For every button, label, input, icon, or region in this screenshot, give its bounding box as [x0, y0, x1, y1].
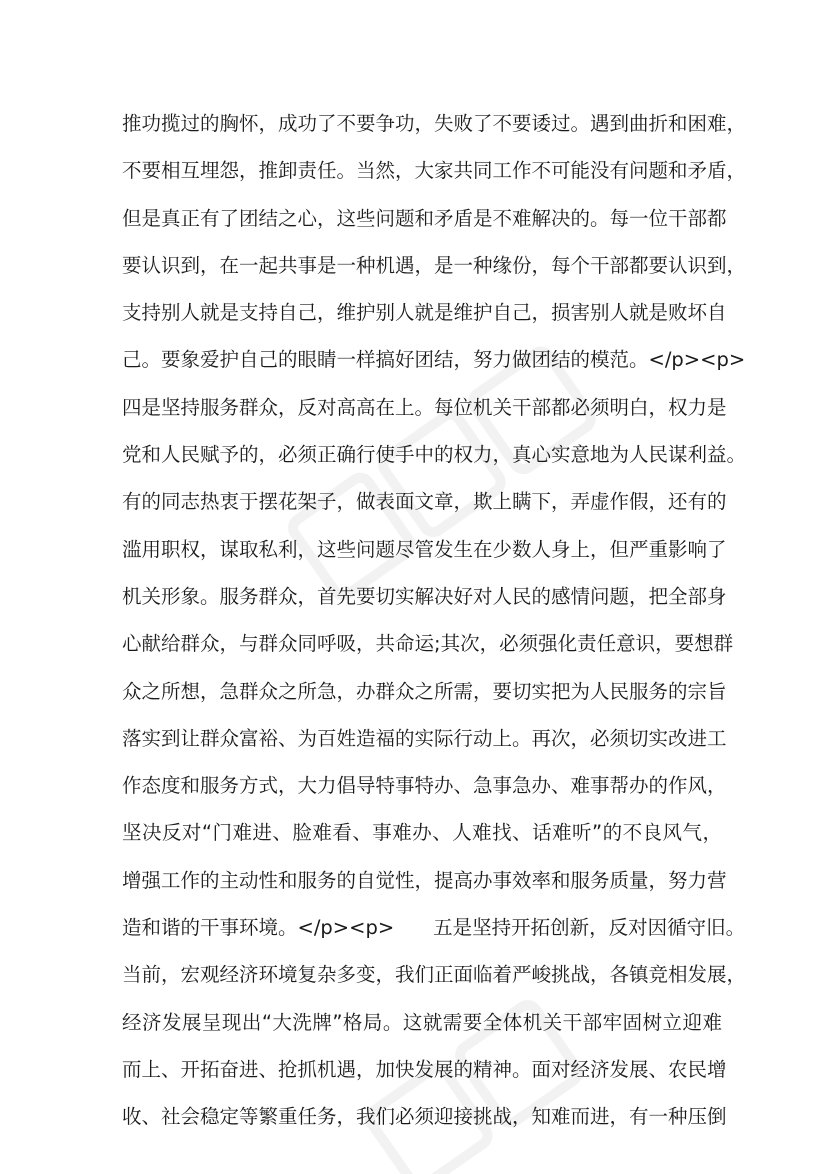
text-line: 增强工作的主动性和服务的自觉性，提高办事效率和服务质量，努力营: [122, 868, 727, 892]
text-line: 要认识到，在一起共事是一种机遇，是一种缘份，每个干部都要认识到，: [122, 253, 747, 277]
text-line: 支持别人就是支持自己，维护别人就是维护自己，损害别人就是败坏自: [122, 301, 727, 325]
text-line: 收、社会稳定等繁重任务，我们必须迎接挑战，知难而进，有一种压倒: [122, 1105, 727, 1129]
text-line: 心献给群众，与群众同呼吸，共命运;其次，必须强化责任意识，要想群: [122, 632, 734, 656]
text-line: 有的同志热衷于摆花架子，做表面文章，欺上瞒下，弄虚作假，还有的: [122, 490, 727, 514]
document-body: [122, 100, 747, 1141]
text-line: 四是坚持服务群众，反对高高在上。每位机关干部都必须明白，权力是: [122, 395, 727, 419]
text-line: 但是真正有了团结之心，这些问题和矛盾是不难解决的。每一位干部都: [122, 206, 727, 230]
text-line: 作态度和服务方式，大力倡导特事特办、急事急办、难事帮办的作风，: [122, 774, 727, 798]
text-line: 造和谐的干事环境。</p><p> 五是坚持开拓创新，反对因循守旧。: [122, 916, 746, 940]
text-line: 而上、开拓奋进、抢抓机遇，加快发展的精神。面对经济发展、农民增: [122, 1057, 727, 1081]
text-line: 经济发展呈现出“大洗牌”格局。这就需要全体机关干部牢固树立迎难: [122, 1010, 722, 1034]
text-line: 推功揽过的胸怀，成功了不要争功，失败了不要诿过。遇到曲折和困难，: [122, 112, 747, 135]
text-line: 众之所想，急群众之所急，办群众之所需，要切实把为人民服务的宗旨: [122, 679, 727, 703]
text-line: 党和人民赋予的，必须正确行使手中的权力，真心实意地为人民谋利益。: [122, 443, 747, 467]
text-line: 滥用职权，谋取私利，这些问题尽管发生在少数人身上，但严重影响了: [122, 537, 727, 561]
text-line: 坚决反对“门难进、脸难看、事难办、人难找、话难听”的不良风气，: [122, 821, 722, 845]
text-line: 机关形象。服务群众，首先要切实解决好对人民的感情问题，把全部身: [122, 584, 727, 608]
text-line: 当前，宏观经济环境复杂多变，我们正面临着严峻挑战，各镇竞相发展，: [122, 963, 747, 987]
text-line: 落实到让群众富裕、为百姓造福的实际行动上。再次，必须切实改进工: [122, 726, 727, 750]
text-line: 不要相互埋怨，推卸责任。当然，大家共同工作不可能没有问题和矛盾，: [122, 159, 747, 183]
text-line: 己。要象爱护自己的眼睛一样搞好团结，努力做团结的模范。</p><p>: [122, 348, 746, 372]
